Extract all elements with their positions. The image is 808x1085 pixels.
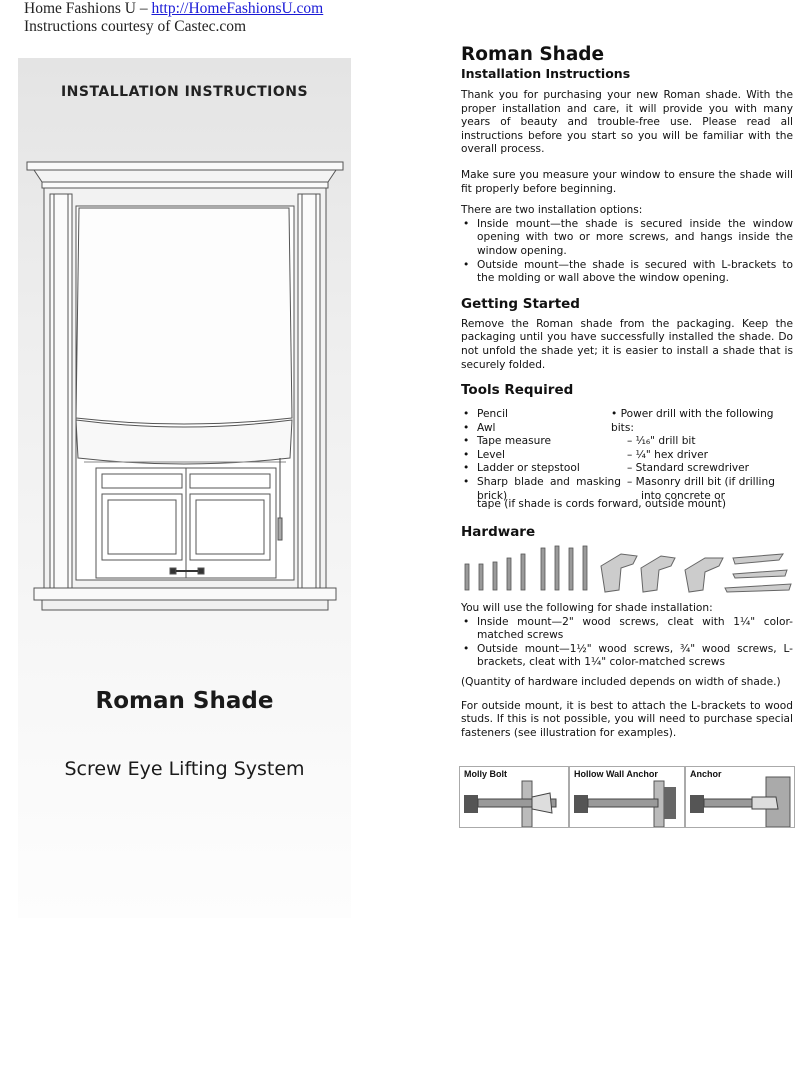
option-outside-mount: • Outside mount—the shade is secured with L-brackets to the molding or wall above the window opening. [461,259,793,286]
homefashionsu-link[interactable]: http://HomeFashionsU.com [151,0,324,17]
header-line-2: Instructions courtesy of Castec.com [24,18,247,35]
molly-bolt-label: Molly Bolt [464,769,507,779]
cover-system-name: Screw Eye Lifting System [64,758,305,780]
drill-bits-label: Power drill with the following bits: [611,408,774,434]
intro-paragraph: Thank you for purchasing your new Roman shade. With the proper installation and care, it will provide you with many years of beauty and trouble-free use. Please read all instructions before you start so you will be familiar with the overall process. [461,89,793,156]
hardware-outside-mount: • Outside mount—1½" wood screws, ¾" wood screws, L-brackets, cleat with 1¼" color-matched screws [461,643,793,670]
instructions-column [461,44,793,740]
tool-item: • Awl [461,422,621,436]
drill-bit-item: – Masonry drill bit (if drilling [627,476,775,489]
fastener-illustrations [459,766,793,828]
header-line-1 [24,0,323,18]
hardware-heading: Hardware [461,524,536,541]
tools-tail-note: tape (if shade is cords forward, outside mount) [477,498,726,511]
tool-item: • Tape measure [461,435,621,449]
tools-heading: Tools Required [461,382,574,399]
hardware-illustration [461,544,793,602]
hollow-wall-anchor-label: Hollow Wall Anchor [574,769,658,779]
drill-bit-item: – Standard screwdriver [627,462,750,475]
tool-item: • Pencil [461,408,621,422]
hollow-wall-anchor-panel [569,766,685,828]
molly-bolt-panel [459,766,569,828]
doc-title: Roman Shade [461,44,605,65]
page-header [24,0,323,36]
drill-bit-item: – ¹⁄₁₆" drill bit [627,435,696,448]
hardware-list [461,616,793,670]
getting-started-text: Remove the Roman shade from the packaging. Keep the packaging until you have successfully installed the shade. Do not unfold the shade yet; it is easier to install a shade that is securely folded. [461,317,793,371]
drill-bit-item: – ¼" hex driver [627,448,709,461]
outside-mount-note: For outside mount, it is best to attach the L-brackets to wood studs. If this is not possible, you will need to purchase special fasteners (see illustration for examples). [461,699,793,739]
tools-right-list [611,408,795,503]
hardware-lead: You will use the following for shade installation: [461,602,713,615]
anchor-label: Anchor [690,769,722,779]
cover-product-name: Roman Shade [95,688,274,714]
options-list [461,218,793,286]
tool-item: • Ladder or stepstool [461,462,621,476]
tool-item: • Sharp blade and masking brick) [461,476,621,503]
tools-list [461,408,793,512]
hardware-inside-mount: • Inside mount—2" wood screws, cleat with 1¼" color-matched screws [461,616,793,643]
doc-subtitle: Installation Instructions [461,66,631,81]
window-illustration [24,158,346,678]
header-source: Home Fashions U – [24,0,152,17]
cover-panel [18,58,351,918]
cover-title: INSTALLATION INSTRUCTIONS [60,84,309,100]
tools-left-list [461,408,621,503]
drill-bits-heading: • Power drill with the following bits: [611,408,774,434]
tool-item: • Level [461,449,621,463]
getting-started-heading: Getting Started [461,295,580,312]
option-inside-mount: • Inside mount—the shade is secured inside the window opening with two or more screws, and hangs inside the window opening. [461,218,793,259]
options-lead: There are two installation options: [461,204,643,217]
hardware-quantity-note: (Quantity of hardware included depends on width of shade.) [461,676,781,689]
anchor-panel [685,766,795,828]
measure-paragraph: Make sure you measure your window to ensure the shade will fit properly before beginning. [461,168,793,195]
drill-bit-continuation: into concrete or [641,489,726,502]
